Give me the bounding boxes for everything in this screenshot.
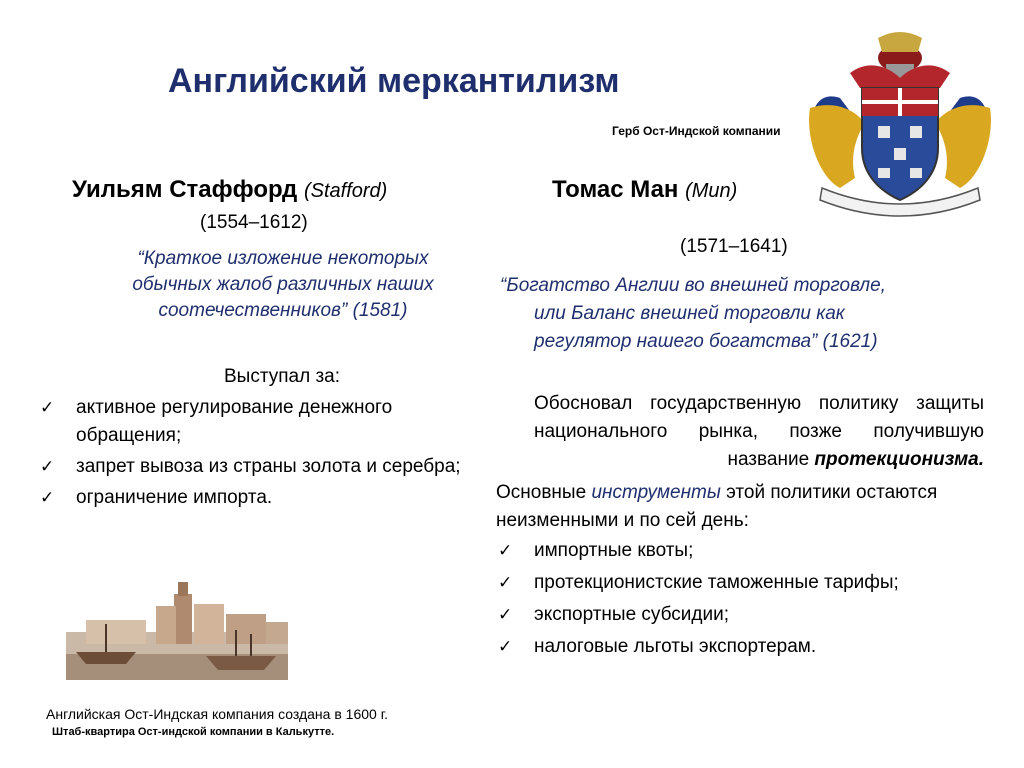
mun-latin-name: (Mun)	[685, 180, 738, 202]
list-item-text: активное регулирование денежного обращения;	[76, 397, 393, 446]
footer-company-founded: Английская Ост-Индская компания создана в 1600 г.	[46, 706, 388, 722]
list-item	[38, 453, 488, 481]
mun-instruments-paragraph	[496, 479, 984, 535]
mun-years: (1571–1641)	[680, 236, 788, 257]
check-icon: ✓	[498, 573, 513, 592]
mun-bullet-list	[496, 537, 986, 665]
mun-work-line: “Богатство Англии во внешней торговле,	[500, 275, 886, 296]
instruments-text-after: этой политики остаются неизменными и по сей день:	[496, 482, 938, 531]
list-item	[496, 633, 986, 661]
list-item	[496, 601, 986, 629]
stafford-bullet-list	[38, 394, 488, 515]
list-item-text: запрет вывоза из страны золота и серебра;	[76, 456, 461, 477]
stafford-latin-name: (Stafford)	[303, 180, 388, 202]
instruments-term: инструменты	[591, 482, 721, 503]
list-item-text: экспортные субсидии;	[534, 604, 730, 625]
mun-work-title	[500, 272, 984, 356]
stafford-work-line: соотечественников” (1581)	[158, 300, 408, 321]
protectionism-term: протекционизма.	[814, 449, 984, 470]
check-icon: ✓	[40, 488, 55, 507]
instruments-text-before: Основные	[496, 482, 587, 503]
list-item	[38, 484, 488, 512]
mun-heading	[552, 176, 737, 204]
stafford-work-title	[88, 246, 478, 324]
list-item	[38, 394, 488, 450]
stafford-years: (1554–1612)	[200, 212, 308, 233]
list-item-text: ограничение импорта.	[76, 487, 273, 508]
page-title: Английский меркантилизм	[168, 62, 620, 100]
check-icon: ✓	[498, 541, 513, 560]
check-icon: ✓	[40, 457, 55, 476]
harbor-image	[66, 574, 288, 680]
mun-work-line: регулятор нашего богатства” (1621)	[534, 331, 878, 352]
stafford-heading	[72, 176, 387, 204]
list-item-text: импортные квоты;	[534, 540, 694, 561]
coat-of-arms-image	[800, 28, 1000, 220]
mun-paragraph-text: Обосновал государственную политику защиты национального рынка, позже получившую название	[534, 393, 984, 470]
stafford-work-line: “Краткое изложение некоторых	[137, 248, 429, 269]
list-item	[496, 569, 986, 597]
list-item-text: протекционистские таможенные тарифы;	[534, 572, 899, 593]
stafford-stance-label: Выступал за:	[224, 366, 341, 387]
list-item-text: налоговые льготы экспортерам.	[534, 636, 817, 657]
check-icon: ✓	[40, 398, 55, 417]
stafford-name: Уильям Стаффорд	[72, 176, 298, 203]
list-item	[496, 537, 986, 565]
mun-name: Томас Ман	[552, 176, 679, 203]
stafford-work-line: обычных жалоб различных наших	[132, 274, 434, 295]
footer-headquarters-caption: Штаб-квартира Ост-индской компании в Калькутте.	[52, 726, 335, 738]
check-icon: ✓	[498, 637, 513, 656]
coat-of-arms-caption: Герб Ост-Индской компании	[612, 124, 781, 138]
mun-work-line: или Баланс внешней торговли как	[534, 303, 845, 324]
check-icon: ✓	[498, 605, 513, 624]
mun-protectionism-paragraph	[534, 390, 984, 474]
